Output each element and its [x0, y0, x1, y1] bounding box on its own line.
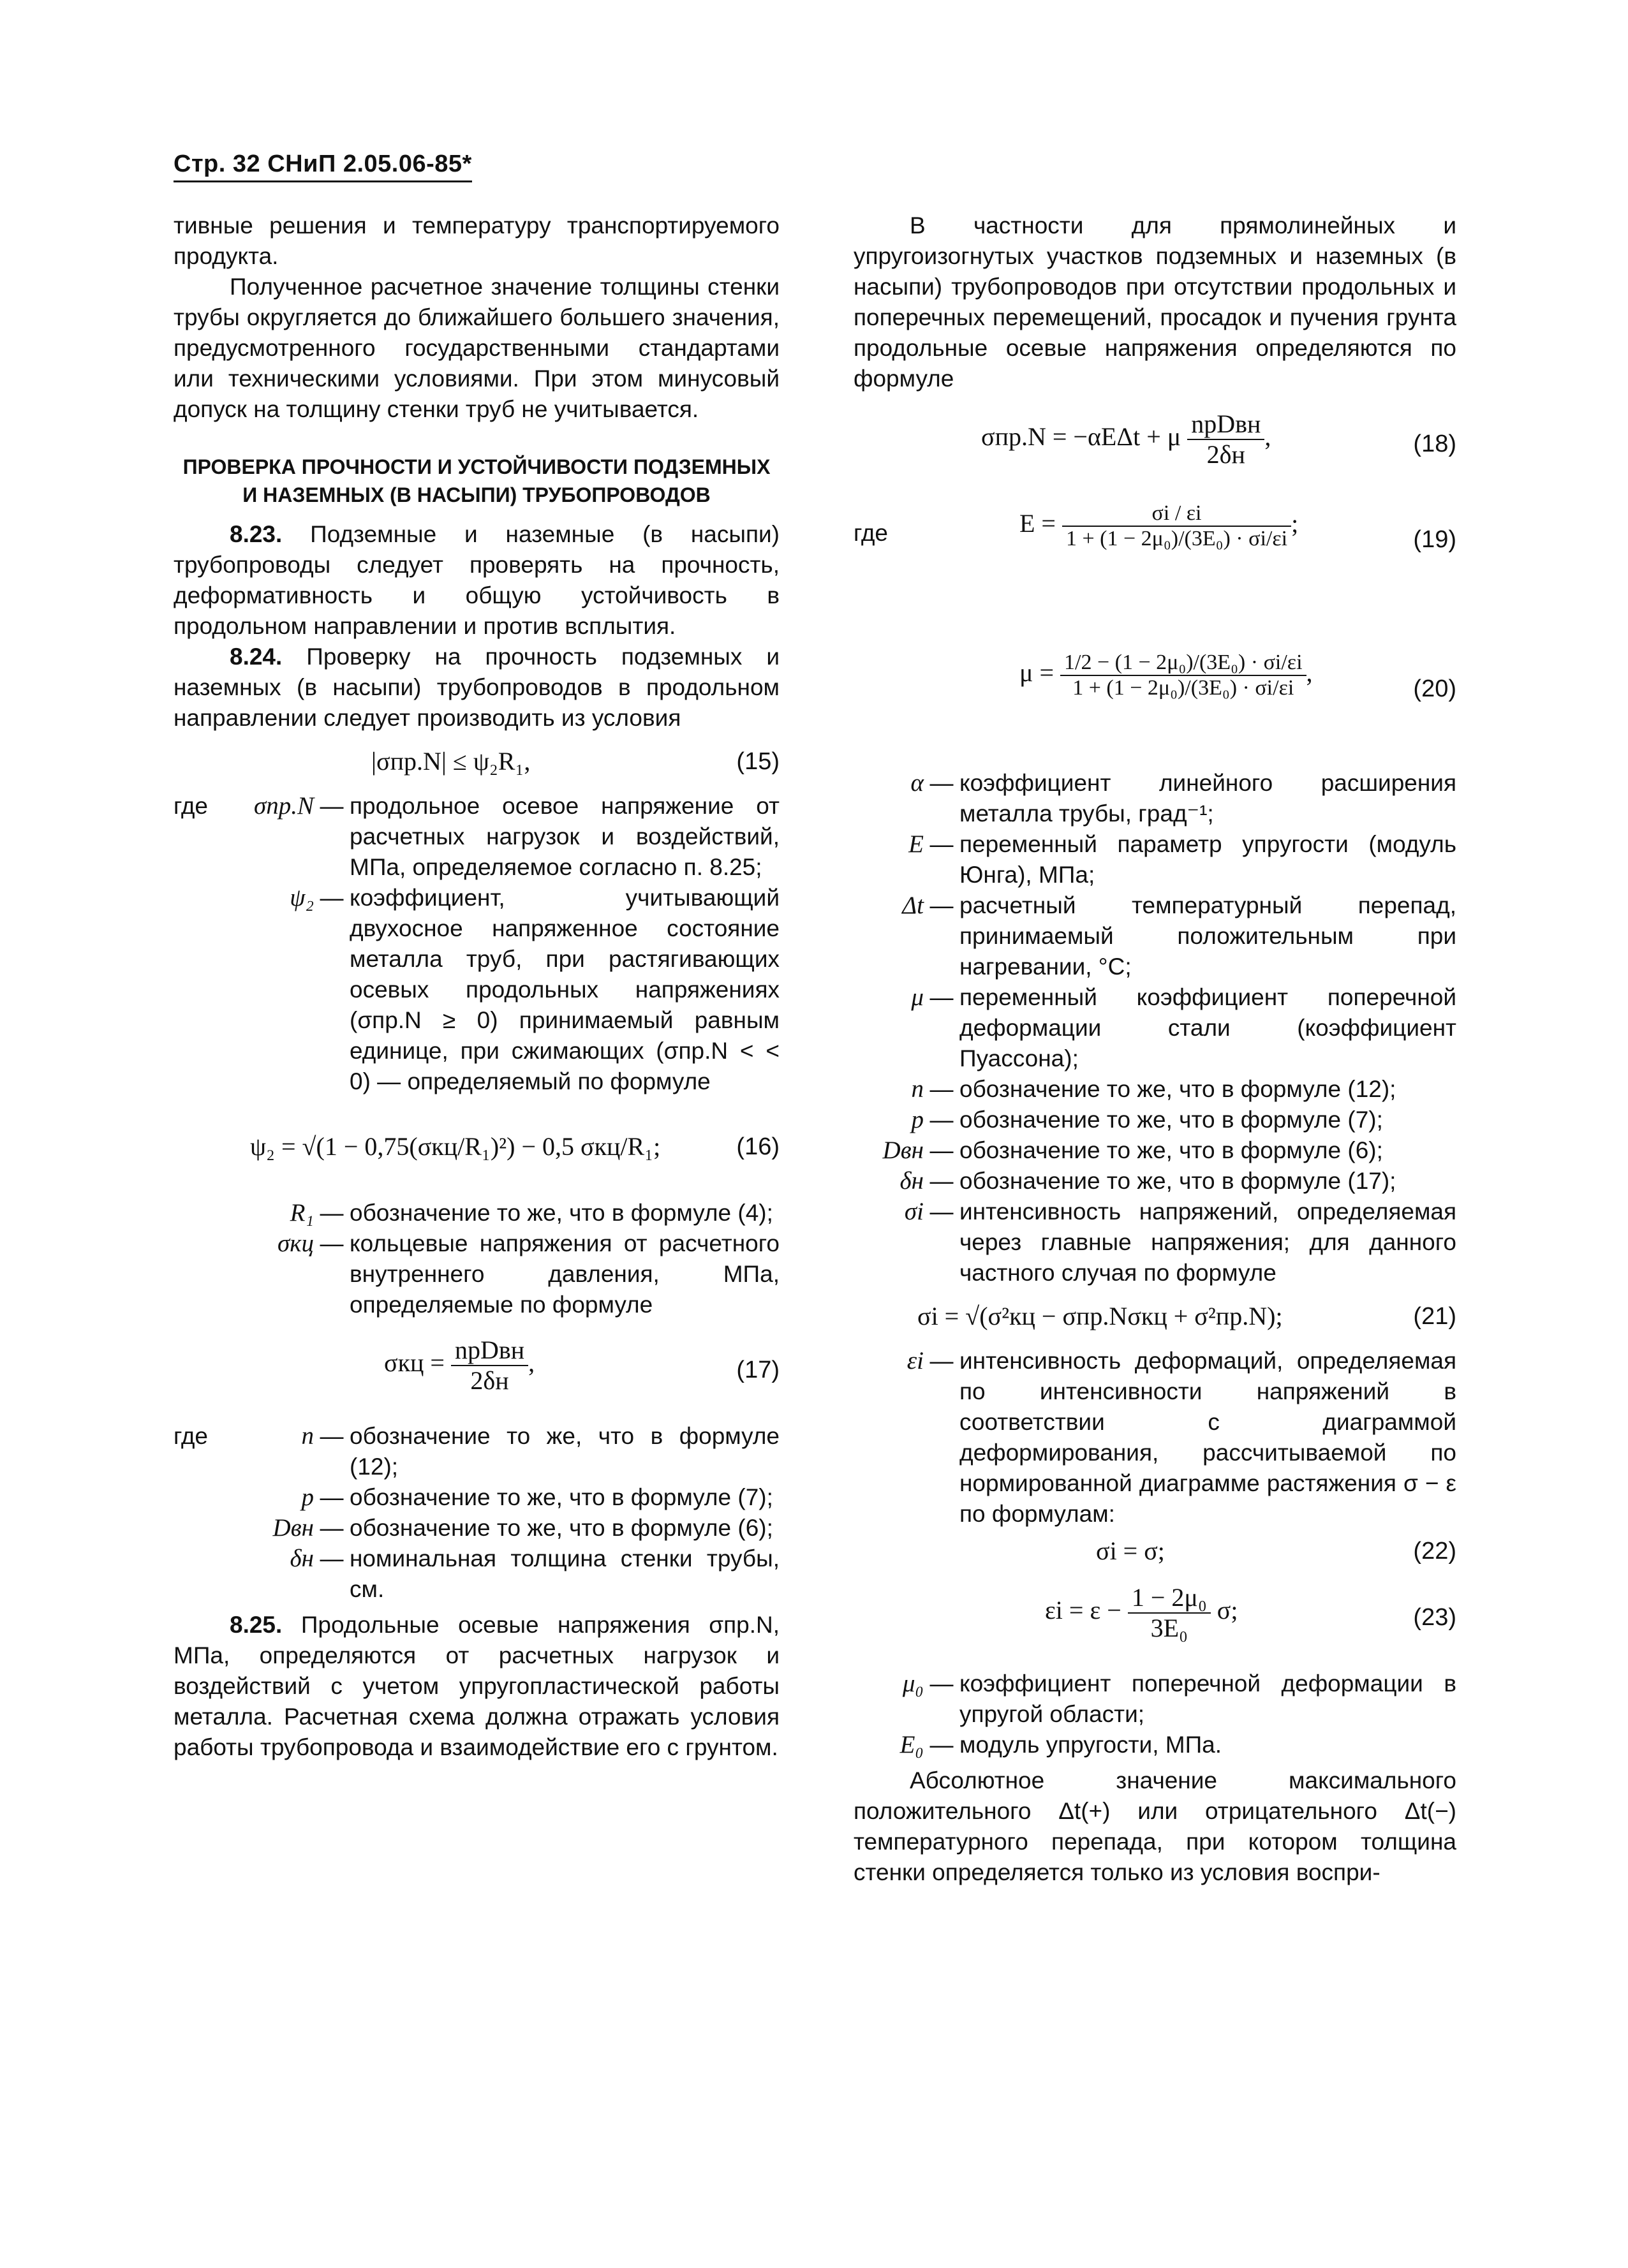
paragraph-straight-sections: В частности для прямолинейных и упругоизогнутых участков подземных и наземных (в насыпи) трубопроводов при отсутствии продольных и поперечных перемещений, просадок и пучения грунта продольные осевые напряжения определяются по формуле — [854, 212, 1456, 392]
clause-text: Продольные осевые напряжения σпр.N, МПа, определяются от расчетных нагрузок и воздействий с учетом упругопластической работы металла. Расчетная схема должна отражать условия работы трубопровода и взаимодействие его с грунтом. — [174, 1612, 780, 1760]
where-label: где — [174, 793, 209, 819]
definition-text: обозначение то же, что в формуле (4); — [350, 1200, 773, 1226]
symbol: p — [301, 1484, 314, 1511]
symbol: μ₀ — [902, 1670, 924, 1697]
dash: — — [320, 1515, 344, 1541]
definition-text: коэффициент, учитывающий двухосное напряженное состояние металла труб, при растягивающих осевых продольных напряжениях (σпр.N ≥ 0) принимаемый равным единице, при сжимающих (σпр.N < < 0) — определяемый по формуле — [350, 885, 780, 1094]
definition-item — [854, 1197, 1456, 1288]
clause-number: 8.24. — [230, 644, 283, 670]
definition-text: обозначение то же, что в формуле (6); — [350, 1515, 773, 1541]
dash: — — [929, 1168, 954, 1194]
symbol: E — [908, 830, 924, 858]
symbol: Dвн — [272, 1514, 314, 1542]
definition-text: обозначение то же, что в формуле (12); — [959, 1076, 1396, 1102]
formula-16 — [174, 1106, 780, 1189]
definition-text: обозначение то же, что в формуле (17); — [959, 1168, 1396, 1194]
formula-15 — [174, 742, 780, 782]
formula-23 — [854, 1577, 1456, 1660]
definition-item — [854, 890, 1456, 982]
definitions-17 — [174, 1421, 780, 1605]
definition-item — [854, 768, 1456, 829]
definition-text: модуль упругости, МПа. — [959, 1732, 1222, 1758]
fraction: $\frac{\text{npDвн}}{2\delta н}$ — [451, 1336, 528, 1395]
definition-text: переменный коэффициент поперечной деформации стали (коэффициент Пуассона); — [959, 984, 1456, 1071]
clause-number: 8.23. — [230, 521, 283, 547]
formula-number: (19) — [1413, 526, 1456, 553]
definitions-23 — [854, 1668, 1456, 1760]
dash: — — [929, 831, 954, 857]
definition-text: переменный параметр упругости (модуль Юнга), МПа; — [959, 831, 1456, 888]
section-heading: ПРОВЕРКА ПРОЧНОСТИ И УСТОЙЧИВОСТИ ПОДЗЕМНЫХ И НАЗЕМНЫХ (В НАСЫПИ) ТРУБОПРОВОДОВ — [182, 455, 771, 506]
definition-item — [854, 1074, 1456, 1105]
dash: — — [320, 1230, 344, 1256]
formula-18 — [854, 403, 1456, 486]
clause-8-23 — [174, 519, 780, 642]
definition-item — [174, 1198, 780, 1228]
symbol: E₀ — [899, 1731, 924, 1758]
definition-text: интенсивность деформаций, определяемая по интенсивности напряжений в соответствии с диаграммой деформирования, рассчитываемой по нормированной диаграмме растяжения σ − ε по формулам: — [959, 1348, 1456, 1527]
definition-item — [174, 1482, 780, 1513]
formula-expression: σпр.N = −αEΔt + μ $\frac{\text{npDвн}}{2\delta н}$ , — [981, 409, 1271, 469]
dash: — — [929, 1732, 954, 1758]
formula-expression: ψ₂ = √(1 − 0,75(σкц/R₁)²) − 0,5 σкц/R₁; — [250, 1132, 661, 1161]
definitions-15 — [174, 791, 780, 1097]
paragraph-continuation: тивные решения и температуру транспортируемого продукта. — [174, 212, 780, 269]
fraction: $\frac{\sigma i / \varepsilon i}{\text{1 + (1 − 2μ₀)/(3E₀) · σi/εi}}$ — [1062, 501, 1291, 551]
clause-text: Подземные и наземные (в насыпи) трубопроводы следует проверять на прочность, деформативность и общую устойчивость в продольном направлении и против всплытия. — [174, 521, 780, 639]
where-label: где — [174, 1423, 209, 1449]
dash: — — [929, 770, 954, 796]
dash: — — [929, 1107, 954, 1133]
symbol: ψ₂ — [290, 884, 314, 911]
dash: — — [929, 984, 954, 1010]
formula-number: (15) — [736, 748, 780, 775]
formula-17 — [174, 1329, 780, 1412]
dash: — — [929, 1348, 954, 1374]
formula-number: (23) — [1413, 1604, 1456, 1631]
formula-expression: E = $\frac{\sigma i / \varepsilon i}{\text{1 + (1 − 2μ₀)/(3E₀) · σi/εi}}$ ; — [1019, 501, 1299, 550]
definition-item — [854, 1166, 1456, 1197]
symbol: R₁ — [290, 1199, 314, 1226]
formula-expression: |σпр.N| ≤ ψ₂R₁, — [371, 747, 531, 776]
left-column — [174, 210, 780, 1763]
dash: — — [929, 1137, 954, 1163]
symbol: α — [910, 769, 924, 797]
symbol: p — [911, 1106, 924, 1133]
formula-number: (16) — [736, 1133, 780, 1160]
definition-text: кольцевые напряжения от расчетного внутреннего давления, МПа, определяемые по формуле — [350, 1230, 780, 1318]
definitions-16 — [174, 1198, 780, 1320]
formula-number: (17) — [736, 1357, 780, 1383]
definition-text: коэффициент линейного расширения металла трубы, град⁻¹; — [959, 770, 1456, 827]
clause-8-24 — [174, 642, 780, 733]
dash: — — [320, 1484, 344, 1510]
dash: — — [929, 1076, 954, 1102]
definition-text: номинальная толщина стенки трубы, см. — [350, 1545, 780, 1602]
definition-item — [854, 982, 1456, 1074]
formula-number: (22) — [1413, 1538, 1456, 1565]
symbol: Dвн — [882, 1137, 924, 1164]
where-label: где — [854, 520, 889, 546]
clause-text: Проверку на прочность подземных и наземных (в насыпи) трубопроводов в продольном направлении следует производить из условия — [174, 644, 780, 731]
formula-expression: εi = ε − $\frac{\text{1 − 2μ₀}}{\text{3E₀}}$ σ; — [1045, 1583, 1238, 1642]
symbol: n — [911, 1075, 924, 1103]
definition-item — [854, 1346, 1456, 1529]
definitions-21 — [854, 1346, 1456, 1529]
definition-item — [174, 791, 780, 883]
formula-number: (18) — [1413, 431, 1456, 457]
definition-text: обозначение то же, что в формуле (7); — [959, 1107, 1383, 1133]
dash: — — [320, 1423, 344, 1449]
definition-item — [174, 1543, 780, 1605]
symbol: n — [301, 1422, 314, 1450]
formula-expression: σкц = $\frac{\text{npDвн}}{2\delta н}$ , — [384, 1336, 535, 1395]
paragraph-rounding: Полученное расчетное значение толщины стенки трубы округляется до ближайшего большего значения, предусмотренного государственными стандартами или техническими условиями. При этом минусовый допуск на толщину стенки труб не учитывается. — [174, 274, 780, 422]
definition-text: обозначение то же, что в формуле (7); — [350, 1484, 773, 1510]
symbol: μ — [911, 983, 924, 1011]
definition-item — [854, 829, 1456, 890]
definition-text: продольное осевое напряжение от расчетных нагрузок и воздействий, МПа, определяемое согласно п. 8.25; — [350, 793, 780, 880]
dash: — — [320, 793, 344, 819]
formula-20 — [854, 631, 1456, 759]
definition-item — [174, 883, 780, 1097]
definition-item — [854, 1135, 1456, 1166]
formula-expression: σi = σ; — [1096, 1536, 1165, 1565]
right-column — [854, 210, 1456, 1888]
formula-number: (20) — [1413, 675, 1456, 702]
dash: — — [929, 1198, 954, 1225]
definition-item — [854, 1668, 1456, 1730]
dash: — — [929, 892, 954, 918]
symbol: σпр.N — [254, 792, 314, 820]
clause-number: 8.25. — [230, 1612, 283, 1638]
paragraph-temperature-delta: Абсолютное значение максимального положительного Δt(+) или отрицательного Δt(−) температурного перепада, при котором толщина стенки определяется только из условия воспри- — [854, 1767, 1456, 1885]
symbol: δн — [899, 1167, 924, 1195]
fraction: $\frac{\text{1/2 − (1 − 2μ₀)/(3E₀) · σi/εi}}{\text{1 + (1 − 2μ₀)/(3E₀) · σi/εi}}$ — [1060, 651, 1306, 700]
symbol: δн — [290, 1545, 314, 1572]
definition-item — [174, 1228, 780, 1320]
definitions-18-20 — [854, 768, 1456, 1288]
definition-text: обозначение то же, что в формуле (12); — [350, 1423, 780, 1480]
dash: — — [929, 1670, 954, 1697]
definition-item — [854, 1730, 1456, 1760]
definition-text: коэффициент поперечной деформации в упругой области; — [959, 1670, 1456, 1727]
fraction: $\frac{\text{1 − 2μ₀}}{\text{3E₀}}$ — [1128, 1583, 1211, 1643]
symbol: σi — [904, 1198, 924, 1225]
formula-19 — [854, 495, 1456, 622]
formula-22 — [854, 1535, 1456, 1568]
page-header: Стр. 32 СНиП 2.05.06-85* — [174, 151, 472, 182]
definition-item — [854, 1105, 1456, 1135]
definition-text: расчетный температурный перепад, принимаемый положительным при нагревании, °С; — [959, 892, 1456, 980]
dash: — — [320, 1545, 344, 1572]
formula-21 — [854, 1297, 1456, 1337]
symbol: σкц — [278, 1230, 314, 1257]
definition-text: интенсивность напряжений, определяемая через главные напряжения; для данного частного случая по формуле — [959, 1198, 1456, 1286]
clause-8-25 — [174, 1610, 780, 1763]
formula-number: (21) — [1413, 1303, 1456, 1330]
definition-item — [174, 1513, 780, 1543]
dash: — — [320, 1200, 344, 1226]
dash: — — [320, 885, 344, 911]
definition-text: обозначение то же, что в формуле (6); — [959, 1137, 1383, 1163]
fraction: $\frac{\text{npDвн}}{2\delta н}$ — [1187, 409, 1264, 469]
definition-item — [174, 1421, 780, 1482]
symbol: εi — [907, 1347, 924, 1374]
formula-expression: σi = √(σ²кц − σпр.Nσкц + σ²пр.N); — [917, 1302, 1283, 1330]
formula-expression: μ = $\frac{\text{1/2 − (1 − 2μ₀)/(3E₀) · σi/εi}}{\text{1 + (1 − 2μ₀)/(3E₀) · σi/εi}}$ , — [1019, 651, 1313, 700]
symbol: Δt — [902, 892, 924, 919]
